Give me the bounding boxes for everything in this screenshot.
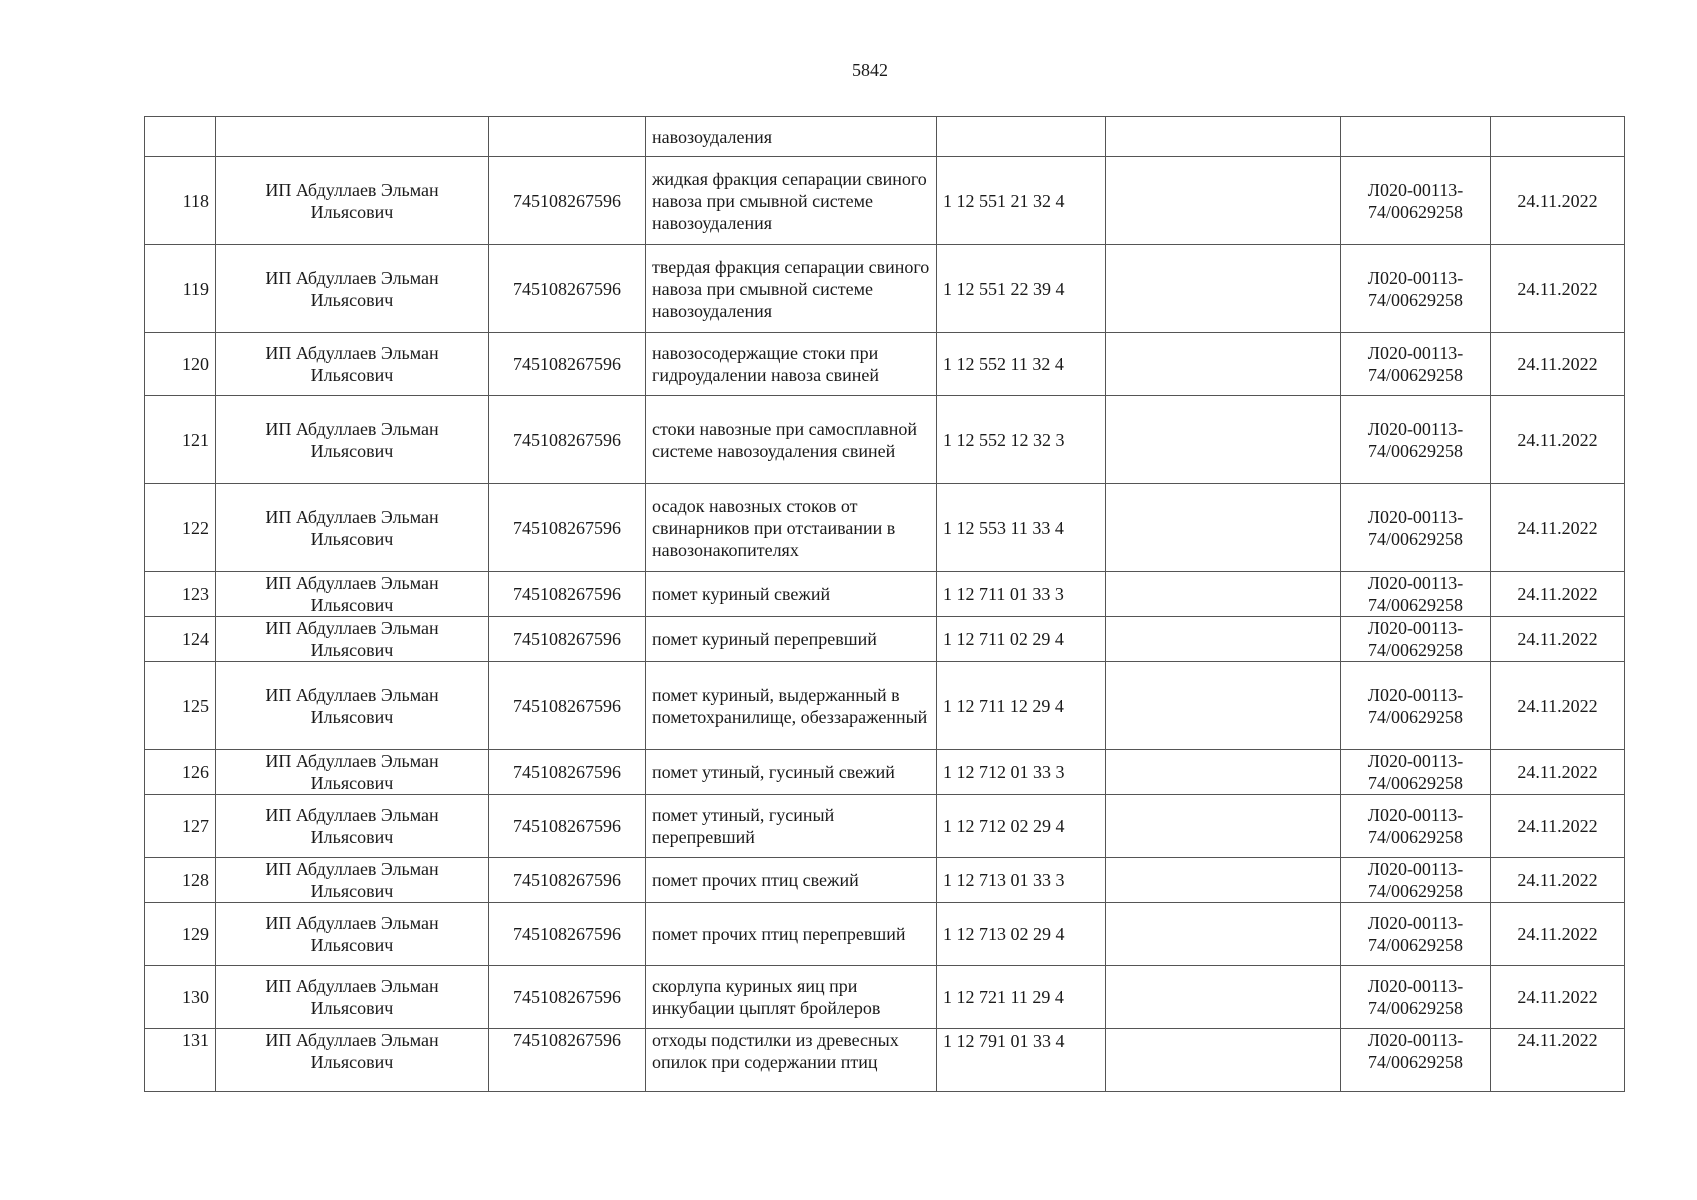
row-number: 130 xyxy=(145,966,216,1029)
row-number: 119 xyxy=(145,245,216,333)
inn: 745108267596 xyxy=(489,1029,646,1092)
table-row xyxy=(145,245,1625,333)
empty-cell xyxy=(1106,858,1341,903)
row-number: 123 xyxy=(145,572,216,617)
table-row xyxy=(145,572,1625,617)
waste-name: помет утиный, гусиный свежий xyxy=(646,750,937,795)
company-name: ИП Абдуллаев Эльман Ильясович xyxy=(216,662,489,750)
row-number: 131 xyxy=(145,1029,216,1092)
license-date: 24.11.2022 xyxy=(1491,662,1625,750)
table-row xyxy=(145,750,1625,795)
company-name: ИП Абдуллаев Эльман Ильясович xyxy=(216,1029,489,1092)
waste-name: осадок навозных стоков от свинарников при отстаивании в навозонакопителях xyxy=(646,484,937,572)
inn: 745108267596 xyxy=(489,662,646,750)
table-row xyxy=(145,617,1625,662)
license-number: Л020-00113-74/00629258 xyxy=(1341,572,1491,617)
row-number: 124 xyxy=(145,617,216,662)
inn: 745108267596 xyxy=(489,484,646,572)
license-date: 24.11.2022 xyxy=(1491,617,1625,662)
fkko-code: 1 12 552 12 32 3 xyxy=(937,396,1106,484)
waste-name: помет куриный, выдержанный в пометохранилище, обеззараженный xyxy=(646,662,937,750)
table-row xyxy=(145,484,1625,572)
empty-cell xyxy=(1106,966,1341,1029)
license-date: 24.11.2022 xyxy=(1491,903,1625,966)
waste-name: помет утиный, гусиный перепревший xyxy=(646,795,937,858)
waste-name: стоки навозные при самосплавной системе навозоудаления свиней xyxy=(646,396,937,484)
fkko-code: 1 12 552 11 32 4 xyxy=(937,333,1106,396)
table-row xyxy=(145,1029,1625,1092)
license-date: 24.11.2022 xyxy=(1491,795,1625,858)
license-date: 24.11.2022 xyxy=(1491,858,1625,903)
license-number: Л020-00113-74/00629258 xyxy=(1341,333,1491,396)
company-name: ИП Абдуллаев Эльман Ильясович xyxy=(216,396,489,484)
inn: 745108267596 xyxy=(489,750,646,795)
empty-cell xyxy=(1106,903,1341,966)
inn: 745108267596 xyxy=(489,795,646,858)
table-row xyxy=(145,157,1625,245)
fkko-code: 1 12 721 11 29 4 xyxy=(937,966,1106,1029)
waste-name: навозосодержащие стоки при гидроудалении навоза свиней xyxy=(646,333,937,396)
table-row xyxy=(145,903,1625,966)
empty-cell xyxy=(1106,572,1341,617)
company-name: ИП Абдуллаев Эльман Ильясович xyxy=(216,245,489,333)
company-name: ИП Абдуллаев Эльман Ильясович xyxy=(216,795,489,858)
table-row xyxy=(145,396,1625,484)
empty-cell xyxy=(1106,750,1341,795)
row-number: 129 xyxy=(145,903,216,966)
company-name xyxy=(216,117,489,157)
fkko-code: 1 12 711 01 33 3 xyxy=(937,572,1106,617)
waste-name: навозоудаления xyxy=(646,117,937,157)
license-number: Л020-00113-74/00629258 xyxy=(1341,903,1491,966)
waste-name: помет прочих птиц свежий xyxy=(646,858,937,903)
company-name: ИП Абдуллаев Эльман Ильясович xyxy=(216,966,489,1029)
license-date: 24.11.2022 xyxy=(1491,572,1625,617)
license-number: Л020-00113-74/00629258 xyxy=(1341,245,1491,333)
empty-cell xyxy=(1106,1029,1341,1092)
license-date xyxy=(1491,117,1625,157)
license-date: 24.11.2022 xyxy=(1491,484,1625,572)
inn: 745108267596 xyxy=(489,858,646,903)
company-name: ИП Абдуллаев Эльман Ильясович xyxy=(216,750,489,795)
waste-name: отходы подстилки из древесных опилок при содержании птиц xyxy=(646,1029,937,1092)
waste-name: помет куриный свежий xyxy=(646,572,937,617)
company-name: ИП Абдуллаев Эльман Ильясович xyxy=(216,858,489,903)
row-number: 122 xyxy=(145,484,216,572)
inn: 745108267596 xyxy=(489,396,646,484)
inn xyxy=(489,117,646,157)
license-number: Л020-00113-74/00629258 xyxy=(1341,858,1491,903)
row-number: 127 xyxy=(145,795,216,858)
license-number: Л020-00113-74/00629258 xyxy=(1341,396,1491,484)
inn: 745108267596 xyxy=(489,157,646,245)
waste-name: помет куриный перепревший xyxy=(646,617,937,662)
company-name: ИП Абдуллаев Эльман Ильясович xyxy=(216,333,489,396)
fkko-code: 1 12 551 21 32 4 xyxy=(937,157,1106,245)
license-date: 24.11.2022 xyxy=(1491,750,1625,795)
fkko-code: 1 12 553 11 33 4 xyxy=(937,484,1106,572)
company-name: ИП Абдуллаев Эльман Ильясович xyxy=(216,903,489,966)
waste-license-registry-table xyxy=(144,116,1625,1092)
waste-name: помет прочих птиц перепревший xyxy=(646,903,937,966)
fkko-code: 1 12 711 02 29 4 xyxy=(937,617,1106,662)
license-number: Л020-00113-74/00629258 xyxy=(1341,795,1491,858)
fkko-code: 1 12 713 01 33 3 xyxy=(937,858,1106,903)
row-number: 125 xyxy=(145,662,216,750)
row-number: 128 xyxy=(145,858,216,903)
table-row xyxy=(145,333,1625,396)
license-number: Л020-00113-74/00629258 xyxy=(1341,966,1491,1029)
empty-cell xyxy=(1106,245,1341,333)
row-number: 121 xyxy=(145,396,216,484)
page-number: 5842 xyxy=(852,60,888,80)
license-number xyxy=(1341,117,1491,157)
fkko-code: 1 12 713 02 29 4 xyxy=(937,903,1106,966)
license-number: Л020-00113-74/00629258 xyxy=(1341,750,1491,795)
license-date: 24.11.2022 xyxy=(1491,966,1625,1029)
table-row xyxy=(145,117,1625,157)
license-number: Л020-00113-74/00629258 xyxy=(1341,157,1491,245)
license-number: Л020-00113-74/00629258 xyxy=(1341,484,1491,572)
empty-cell xyxy=(1106,662,1341,750)
empty-cell xyxy=(1106,396,1341,484)
row-number: 126 xyxy=(145,750,216,795)
fkko-code: 1 12 712 02 29 4 xyxy=(937,795,1106,858)
empty-cell xyxy=(1106,795,1341,858)
license-date: 24.11.2022 xyxy=(1491,1029,1625,1092)
row-number: 118 xyxy=(145,157,216,245)
fkko-code: 1 12 551 22 39 4 xyxy=(937,245,1106,333)
empty-cell xyxy=(1106,333,1341,396)
fkko-code: 1 12 711 12 29 4 xyxy=(937,662,1106,750)
fkko-code xyxy=(937,117,1106,157)
inn: 745108267596 xyxy=(489,903,646,966)
table-row xyxy=(145,858,1625,903)
row-number xyxy=(145,117,216,157)
company-name: ИП Абдуллаев Эльман Ильясович xyxy=(216,617,489,662)
company-name: ИП Абдуллаев Эльман Ильясович xyxy=(216,484,489,572)
table-row xyxy=(145,795,1625,858)
table-row xyxy=(145,662,1625,750)
license-date: 24.11.2022 xyxy=(1491,333,1625,396)
company-name: ИП Абдуллаев Эльман Ильясович xyxy=(216,157,489,245)
fkko-code: 1 12 712 01 33 3 xyxy=(937,750,1106,795)
empty-cell xyxy=(1106,484,1341,572)
license-number: Л020-00113-74/00629258 xyxy=(1341,1029,1491,1092)
empty-cell xyxy=(1106,157,1341,245)
inn: 745108267596 xyxy=(489,245,646,333)
inn: 745108267596 xyxy=(489,966,646,1029)
fkko-code: 1 12 791 01 33 4 xyxy=(937,1029,1106,1092)
inn: 745108267596 xyxy=(489,333,646,396)
license-number: Л020-00113-74/00629258 xyxy=(1341,662,1491,750)
license-number: Л020-00113-74/00629258 xyxy=(1341,617,1491,662)
waste-name: жидкая фракция сепарации свиного навоза при смывной системе навозоудаления xyxy=(646,157,937,245)
waste-name: скорлупа куриных яиц при инкубации цыплят бройлеров xyxy=(646,966,937,1029)
company-name: ИП Абдуллаев Эльман Ильясович xyxy=(216,572,489,617)
waste-name: твердая фракция сепарации свиного навоза при смывной системе навозоудаления xyxy=(646,245,937,333)
license-date: 24.11.2022 xyxy=(1491,396,1625,484)
license-date: 24.11.2022 xyxy=(1491,157,1625,245)
inn: 745108267596 xyxy=(489,572,646,617)
row-number: 120 xyxy=(145,333,216,396)
empty-cell xyxy=(1106,617,1341,662)
inn: 745108267596 xyxy=(489,617,646,662)
empty-cell xyxy=(1106,117,1341,157)
table-row xyxy=(145,966,1625,1029)
license-date: 24.11.2022 xyxy=(1491,245,1625,333)
